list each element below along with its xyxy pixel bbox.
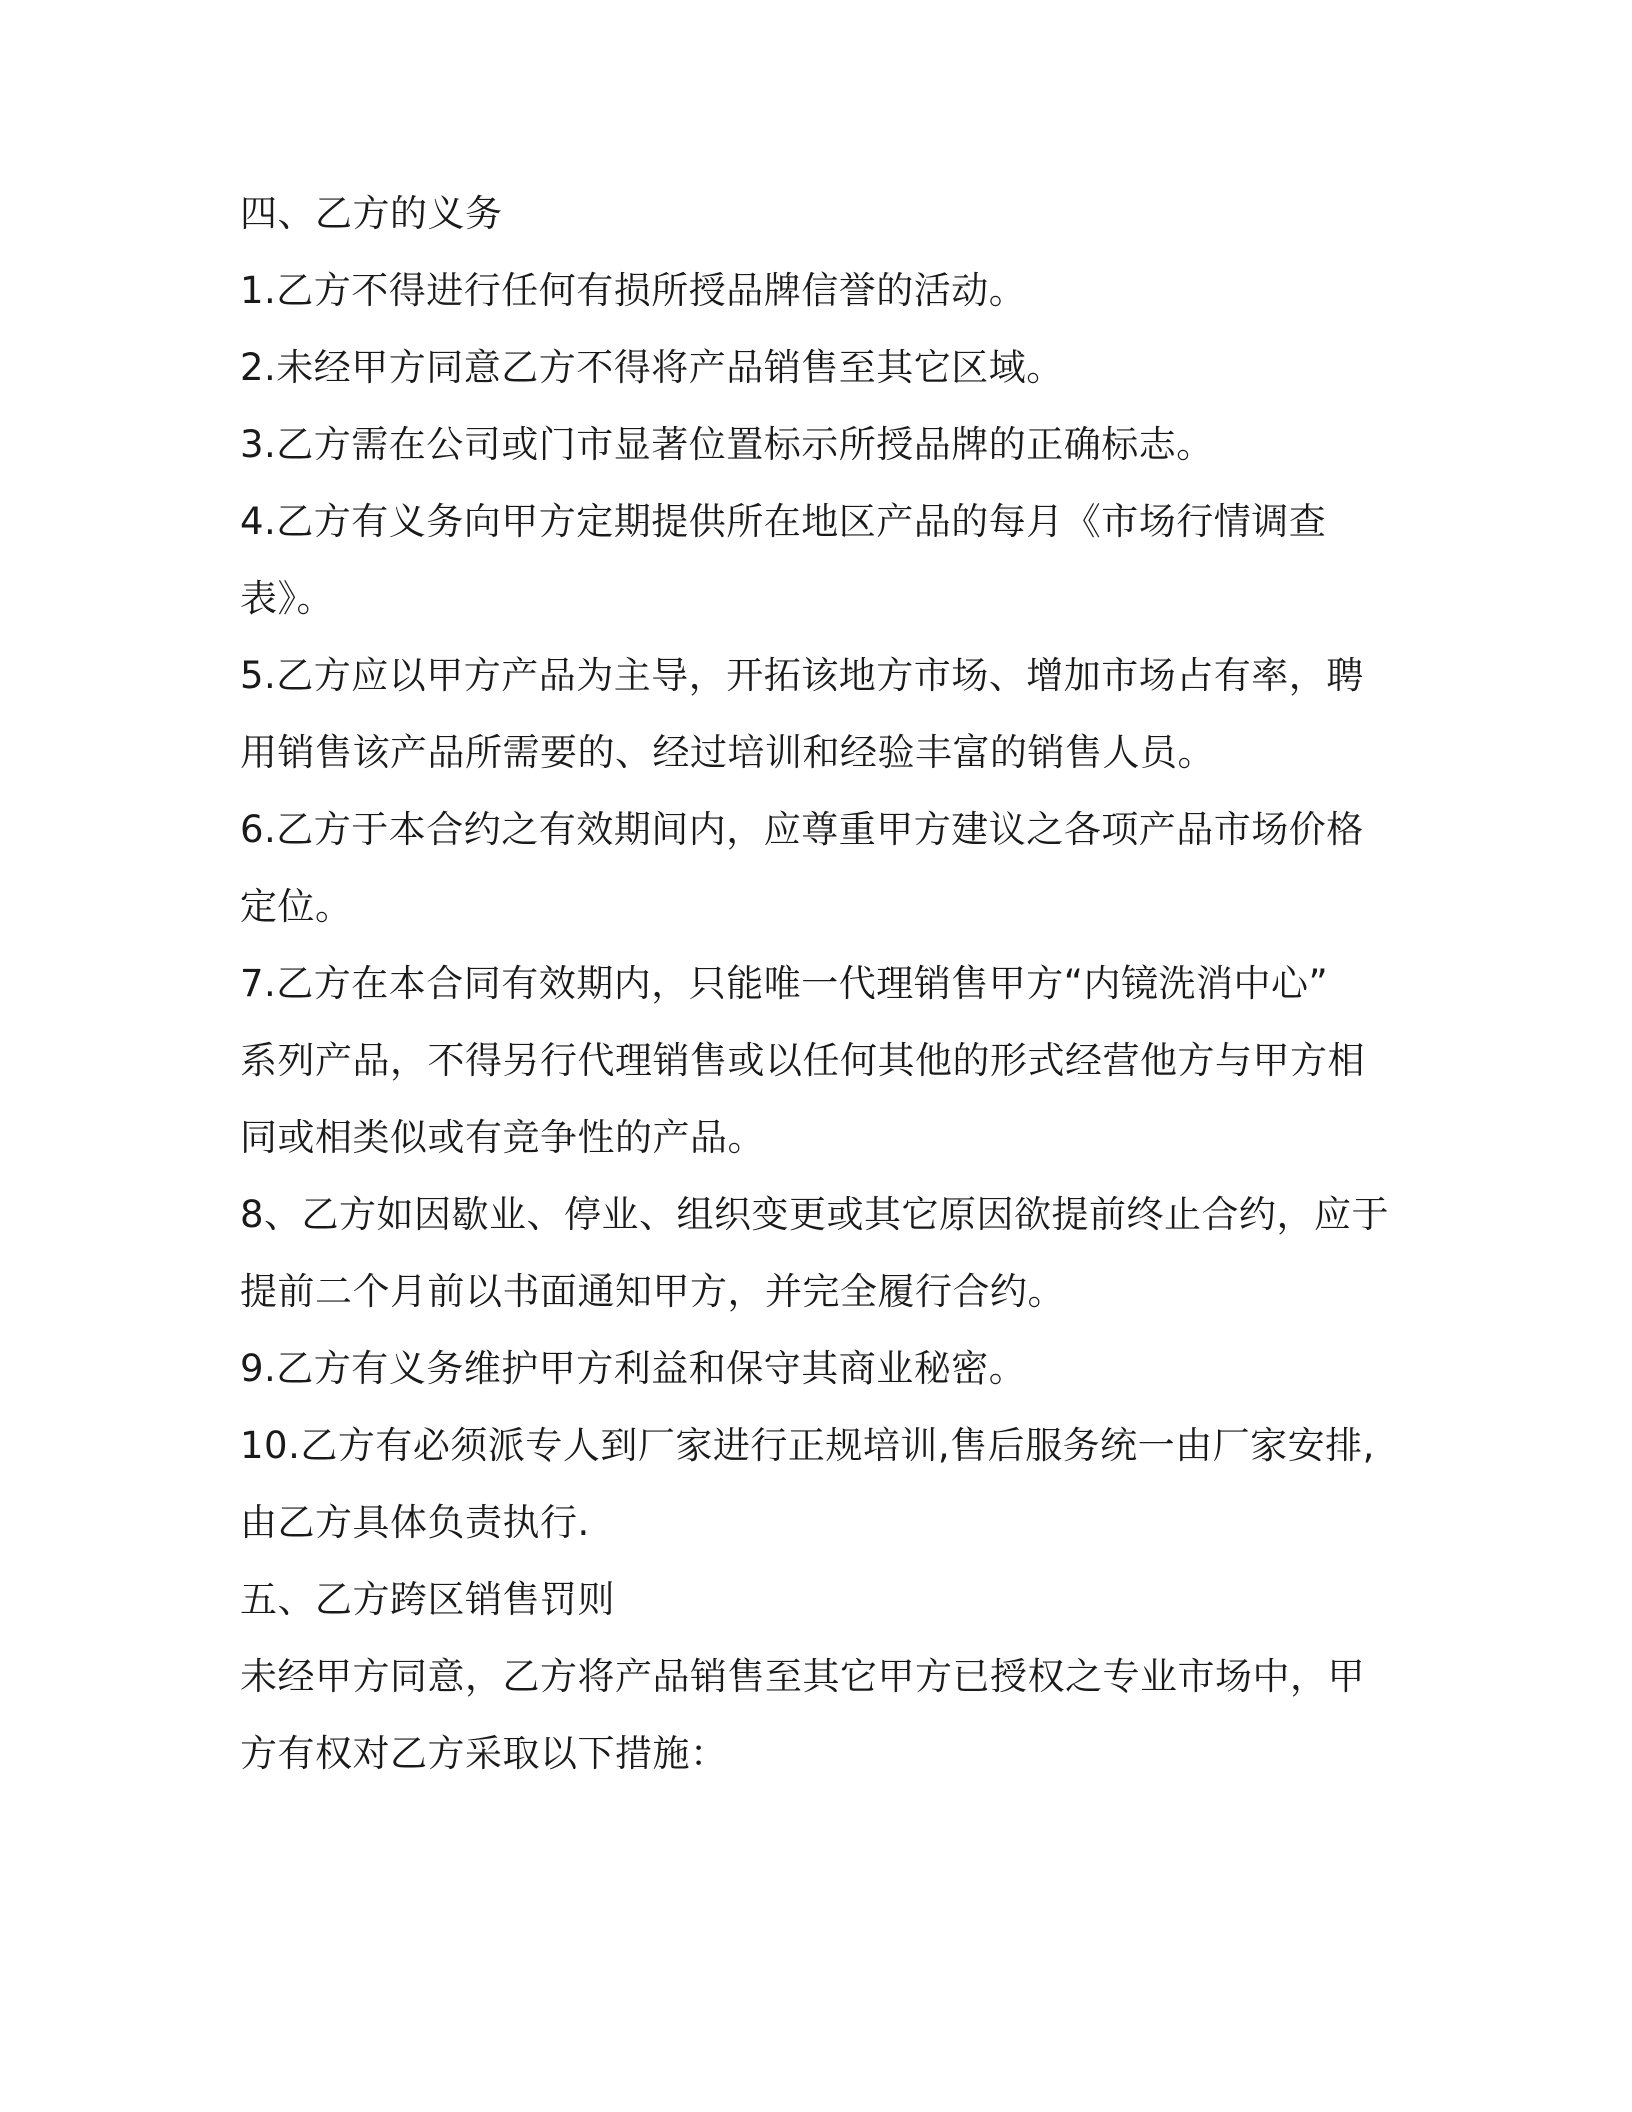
clause-4-line-2: 表》。 — [240, 577, 334, 620]
clause-5-line-1: 5.乙方应以甲方产品为主导，开拓该地方市场、增加市场占有率，聘 — [240, 654, 1364, 697]
clause-10-line-1: 10.乙方有必须派专人到厂家进行正规培训,售后服务统一由厂家安排, — [240, 1424, 1375, 1467]
clause-7-line-3: 同或相类似或有竞争性的产品。 — [240, 1116, 765, 1159]
clause-4-line-1: 4.乙方有义务向甲方定期提供所在地区产品的每月《市场行情调查 — [240, 500, 1327, 543]
clause-3: 3.乙方需在公司或门市显著位置标示所授品牌的正确标志。 — [240, 423, 1214, 466]
clause-7-line-1: 7.乙方在本合同有效期内，只能唯一代理销售甲方“内镜洗消中心” — [240, 962, 1329, 1005]
clause-8-line-1: 8、乙方如因歇业、停业、组织变更或其它原因欲提前终止合约，应于 — [240, 1193, 1390, 1236]
clause-10-line-2: 由乙方具体负责执行. — [240, 1501, 590, 1544]
clause-9: 9.乙方有义务维护甲方利益和保守其商业秘密。 — [240, 1347, 1027, 1390]
clause-2: 2.未经甲方同意乙方不得将产品销售至其它区域。 — [240, 346, 1064, 389]
clause-8-line-2: 提前二个月前以书面通知甲方，并完全履行合约。 — [240, 1270, 1065, 1313]
section-heading-5: 五、乙方跨区销售罚则 — [240, 1578, 615, 1621]
clause-6-line-1: 6.乙方于本合约之有效期间内，应尊重甲方建议之各项产品市场价格 — [240, 808, 1364, 851]
penalty-paragraph-line-2: 方有权对乙方采取以下措施： — [240, 1732, 728, 1775]
clause-5-line-2: 用销售该产品所需要的、经过培训和经验丰富的销售人员。 — [240, 731, 1215, 774]
clause-6-line-2: 定位。 — [240, 885, 353, 928]
clause-1: 1.乙方不得进行任何有损所授品牌信誉的活动。 — [240, 269, 1027, 312]
section-heading-4: 四、乙方的义务 — [240, 192, 503, 235]
clause-7-line-2: 系列产品，不得另行代理销售或以任何其他的形式经营他方与甲方相 — [240, 1039, 1365, 1082]
penalty-paragraph-line-1: 未经甲方同意，乙方将产品销售至其它甲方已授权之专业市场中，甲 — [240, 1655, 1365, 1698]
